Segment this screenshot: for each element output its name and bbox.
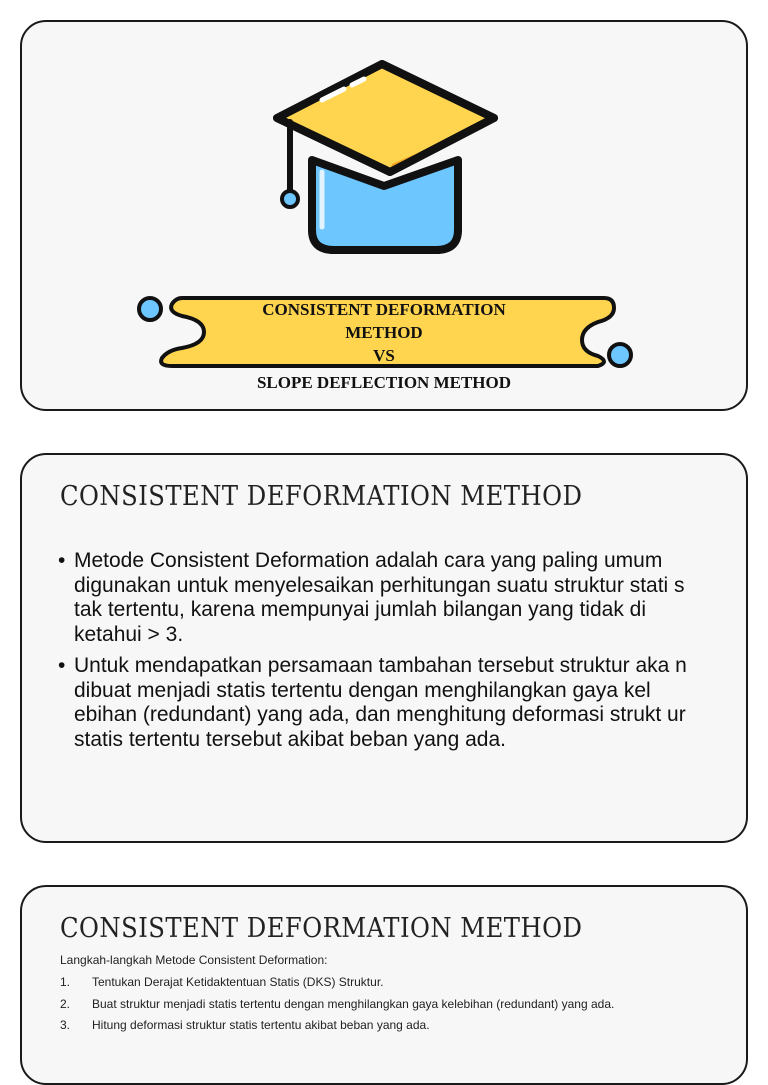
bullet-item: • Untuk mendapatkan persamaan tambahan tersebut struktur aka n dibuat menjadi statis tertentu dengan menghilangkan gaya kel ebihan (redundant) yang ada, dan menghitung deformasi strukt ur statis tertentu tersebut akibat beban yang ada. [58, 654, 714, 752]
banner-subtitle: SLOPE DEFLECTION METHOD [256, 373, 512, 392]
step-number: 2. [60, 996, 71, 1011]
step-text: Hitung deformasi struktur statis tertentu akibat beban yang ada. [92, 1018, 430, 1032]
title-slide [20, 20, 748, 411]
graduation-cap-icon [277, 64, 494, 250]
step-number: 1. [60, 975, 71, 989]
step-text: Buat struktur menjadi statis tertentu dengan menghilangkan gaya kelebihan (redundant) yang ada. [92, 996, 615, 1011]
bullet-list [58, 549, 714, 759]
banner-line: METHOD [345, 323, 423, 342]
step-item [60, 975, 720, 997]
steps-intro: Langkah-langkah Metode Consistent Deformation: [60, 953, 328, 967]
steps-list [60, 975, 720, 1040]
slide-title: CONSISTENT DEFORMATION METHOD [60, 913, 583, 944]
banner-line: CONSISTENT DEFORMATION [262, 300, 506, 319]
step-item [60, 997, 720, 1019]
slide-title: CONSISTENT DEFORMATION METHOD [60, 481, 583, 512]
banner-title [22, 298, 746, 367]
definition-slide [20, 453, 748, 843]
banner-line: VS [373, 346, 395, 365]
step-text: Tentukan Derajat Ketidaktentuan Statis (DKS) Struktur. [92, 975, 384, 989]
step-item [60, 1018, 720, 1040]
steps-slide [20, 885, 748, 1085]
bullet-item: • Metode Consistent Deformation adalah cara yang paling umum digunakan untuk menyelesaikan perhitungan suatu struktur stati s tak tertentu, karena mempunyai jumlah bilangan yang tidak di ketahui > 3. [58, 549, 714, 647]
step-number: 3. [60, 1018, 71, 1032]
